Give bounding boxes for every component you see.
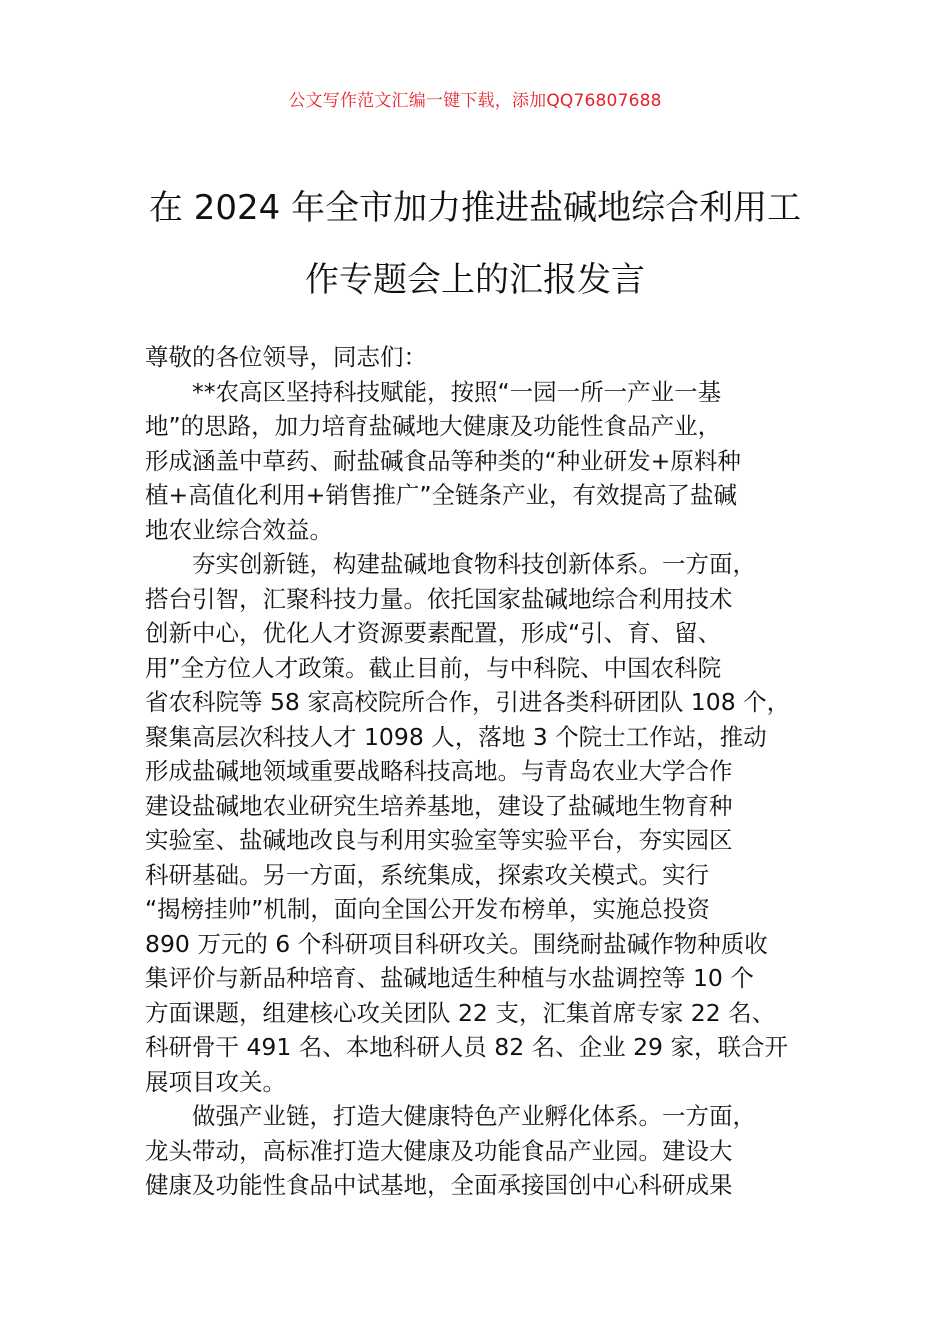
body-line: 形成涵盖中草药、耐盐碱食品等种类的“种业研发+原料种 — [145, 446, 741, 475]
body-line: 集评价与新品种培育、盐碱地适生种植与水盐调控等 10 个 — [145, 964, 754, 992]
document-title — [120, 172, 830, 316]
body-line: 形成盐碱地领域重要战略科技高地。与青岛农业大学合作 — [145, 757, 733, 785]
body-line: “揭榜挂帅”机制，面向全国公开发布榜单，实施总投资 — [145, 895, 710, 923]
download-notice: 公文写作范文汇编一键下载，添加QQ76807688 — [288, 91, 662, 111]
body-line: 省农科院等 58 家高校院所合作，引进各类科研团队 108 个， — [145, 688, 791, 716]
salutation: 尊敬的各位领导，同志们： — [145, 343, 427, 371]
body-line: 创新中心，优化人才资源要素配置，形成“引、育、留、 — [145, 619, 722, 647]
body-line: 聚集高层次科技人才 1098 人，落地 3 个院士工作站，推动 — [145, 722, 767, 751]
body-line: 龙头带动，高标准打造大健康及功能食品产业园。建设大 — [145, 1136, 733, 1165]
body-line: **农高区坚持科技赋能，按照“一园一所一产业一基 — [192, 377, 722, 406]
body-line: 科研骨干 491 名、本地科研人员 82 名、企业 29 家，联合开 — [145, 1033, 788, 1061]
body-line: 搭台引智，汇聚科技力量。依托国家盐碱地综合利用技术 — [145, 584, 733, 613]
body-line: 地农业综合效益。 — [145, 515, 333, 544]
body-line: 地”的思路，加力培育盐碱地大健康及功能性食品产业， — [145, 412, 722, 440]
body-line: 实验室、盐碱地改良与利用实验室等实验平台，夯实园区 — [145, 826, 733, 854]
body-line: 方面课题，组建核心攻关团队 22 支，汇集首席专家 22 名、 — [145, 998, 776, 1027]
title-line-1: 在 2024 年全市加力推进盐碱地综合利用工 — [148, 188, 802, 228]
body-line: 890 万元的 6 个科研项目科研攻关。围绕耐盐碱作物种质收 — [145, 929, 768, 958]
body-line: 植+高值化利用+销售推广”全链条产业，有效提高了盐碱 — [145, 481, 738, 509]
document-body — [145, 340, 835, 1203]
body-line: 夯实创新链，构建盐碱地食物科技创新体系。一方面， — [192, 550, 756, 578]
title-line-2: 作专题会上的汇报发言 — [305, 260, 645, 300]
body-line: 用”全方位人才政策。截止目前，与中科院、中国农科院 — [145, 653, 722, 682]
body-line: 做强产业链，打造大健康特色产业孵化体系。一方面， — [192, 1102, 756, 1130]
body-line: 科研基础。另一方面，系统集成，探索攻关模式。实行 — [145, 860, 709, 889]
body-line: 展项目攻关。 — [145, 1067, 286, 1096]
body-line: 健康及功能性食品中试基地，全面承接国创中心科研成果 — [145, 1171, 733, 1199]
body-line: 建设盐碱地农业研究生培养基地，建设了盐碱地生物育种 — [145, 791, 733, 820]
